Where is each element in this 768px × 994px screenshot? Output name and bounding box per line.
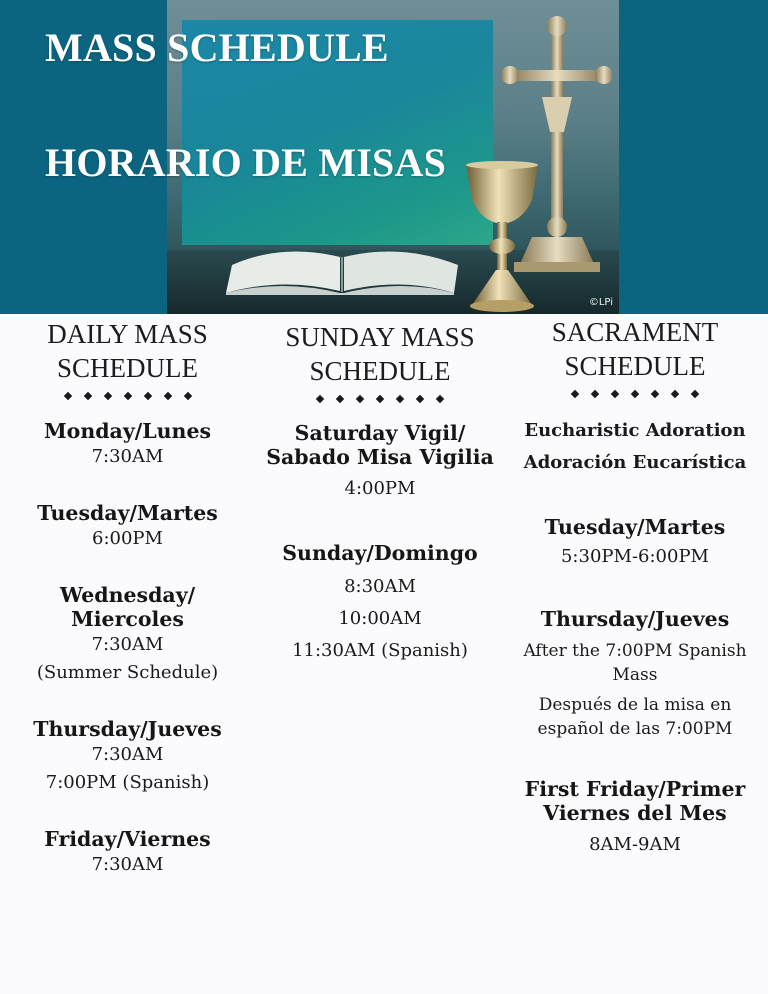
- chalice-icon: [462, 160, 542, 314]
- day-block-wednesday: [10, 583, 245, 687]
- diamond-divider: [10, 391, 245, 401]
- mass-time: 6:00PM: [92, 528, 163, 549]
- diamond-icon: [611, 390, 619, 398]
- vigil-time: 4:00PM: [344, 478, 416, 499]
- sacrament-day-title: Thursday/Jueves: [540, 607, 730, 631]
- diamond-icon: [631, 390, 639, 398]
- diamond-icon: [83, 392, 91, 400]
- adoration-title-spanish: Adoración Eucarística: [523, 452, 747, 473]
- sunday-time: 11:30AM (Spanish): [292, 640, 468, 661]
- mass-time: 7:30AM: [91, 634, 164, 655]
- sunday-heading-line-1: SUNDAY MASS: [285, 322, 475, 352]
- daily-heading-line-2: SCHEDULE: [57, 353, 198, 383]
- sacrament-heading-line-2: SCHEDULE: [564, 351, 706, 381]
- sunday-time: 10:00AM: [338, 608, 422, 629]
- sacrament-heading-line-1: SACRAMENT: [551, 317, 719, 347]
- day-block-tuesday: [10, 501, 245, 553]
- daily-mass-column: [10, 314, 245, 879]
- diamond-icon: [183, 392, 191, 400]
- vigil-block: [262, 421, 498, 503]
- vigil-title-line-1: Saturday Vigil/: [294, 421, 466, 445]
- mass-time: 7:00PM (Spanish): [45, 772, 210, 793]
- diamond-icon: [356, 395, 364, 403]
- copyright-label: ©LPi: [588, 297, 613, 308]
- diamond-icon: [591, 390, 599, 398]
- day-title: Tuesday/Martes: [37, 501, 218, 525]
- day-title: Thursday/Jueves: [33, 717, 222, 741]
- adoration-title-english: Eucharistic Adoration: [524, 420, 746, 441]
- first-friday-title-line-2: Viernes del Mes: [543, 801, 727, 825]
- diamond-divider: [262, 394, 498, 404]
- diamond-icon: [571, 390, 579, 398]
- diamond-icon: [63, 392, 71, 400]
- day-title: Friday/Viernes: [44, 827, 211, 851]
- first-friday-block: [512, 777, 758, 859]
- mass-time: 7:30AM: [91, 446, 164, 467]
- diamond-icon: [143, 392, 151, 400]
- sunday-title: Sunday/Domingo: [282, 541, 478, 565]
- day-title: Monday/Lunes: [43, 419, 212, 443]
- sunday-mass-column: [262, 314, 498, 667]
- diamond-icon: [163, 392, 171, 400]
- sunday-heading: [262, 314, 498, 388]
- sacrament-day-title: Tuesday/Martes: [544, 515, 726, 539]
- thursday-note-spanish-line-2: español de las 7:00PM: [537, 719, 733, 739]
- diamond-icon: [651, 390, 659, 398]
- diamond-icon: [416, 395, 424, 403]
- diamond-divider: [512, 389, 758, 399]
- diamond-icon: [396, 395, 404, 403]
- diamond-icon: [376, 395, 384, 403]
- sunday-heading-line-2: SCHEDULE: [309, 356, 451, 386]
- adoration-block: [512, 415, 758, 479]
- header-banner: [0, 0, 768, 314]
- title-english: MASS SCHEDULE: [45, 25, 389, 70]
- sacrament-tuesday-block: [512, 515, 758, 571]
- open-book-icon: [222, 235, 462, 295]
- vigil-title-line-2: Sabado Misa Vigilia: [266, 445, 494, 469]
- diamond-icon: [123, 392, 131, 400]
- diamond-icon: [691, 390, 699, 398]
- sacrament-column: [512, 314, 758, 859]
- daily-heading: [10, 314, 245, 385]
- day-block-friday: [10, 827, 245, 879]
- sunday-time: 8:30AM: [344, 576, 416, 597]
- sacrament-heading: [512, 314, 758, 383]
- mass-time-note: (Summer Schedule): [36, 662, 219, 683]
- thursday-note-spanish-line-1: Después de la misa en: [538, 695, 732, 715]
- day-title-line-2: Miercoles: [71, 607, 184, 631]
- first-friday-time: 8AM-9AM: [589, 834, 681, 855]
- mass-time: 7:30AM: [91, 744, 164, 765]
- day-title-line-1: Wednesday/: [59, 583, 196, 607]
- diamond-icon: [103, 392, 111, 400]
- diamond-icon: [336, 395, 344, 403]
- sacrament-time: 5:30PM-6:00PM: [560, 546, 709, 567]
- sacrament-thursday-block: [512, 607, 758, 741]
- day-block-monday: [10, 419, 245, 471]
- thursday-note-english-line-1: After the 7:00PM Spanish: [523, 641, 747, 661]
- diamond-icon: [671, 390, 679, 398]
- mass-time: 7:30AM: [91, 854, 164, 875]
- day-block-thursday: [10, 717, 245, 797]
- title-spanish: HORARIO DE MISAS: [45, 140, 447, 185]
- daily-heading-line-1: DAILY MASS: [47, 319, 208, 349]
- first-friday-title-line-1: First Friday/Primer: [524, 777, 746, 801]
- thursday-note-english-line-2: Mass: [612, 665, 658, 685]
- diamond-icon: [436, 395, 444, 403]
- sunday-block: [262, 541, 498, 667]
- diamond-icon: [316, 395, 324, 403]
